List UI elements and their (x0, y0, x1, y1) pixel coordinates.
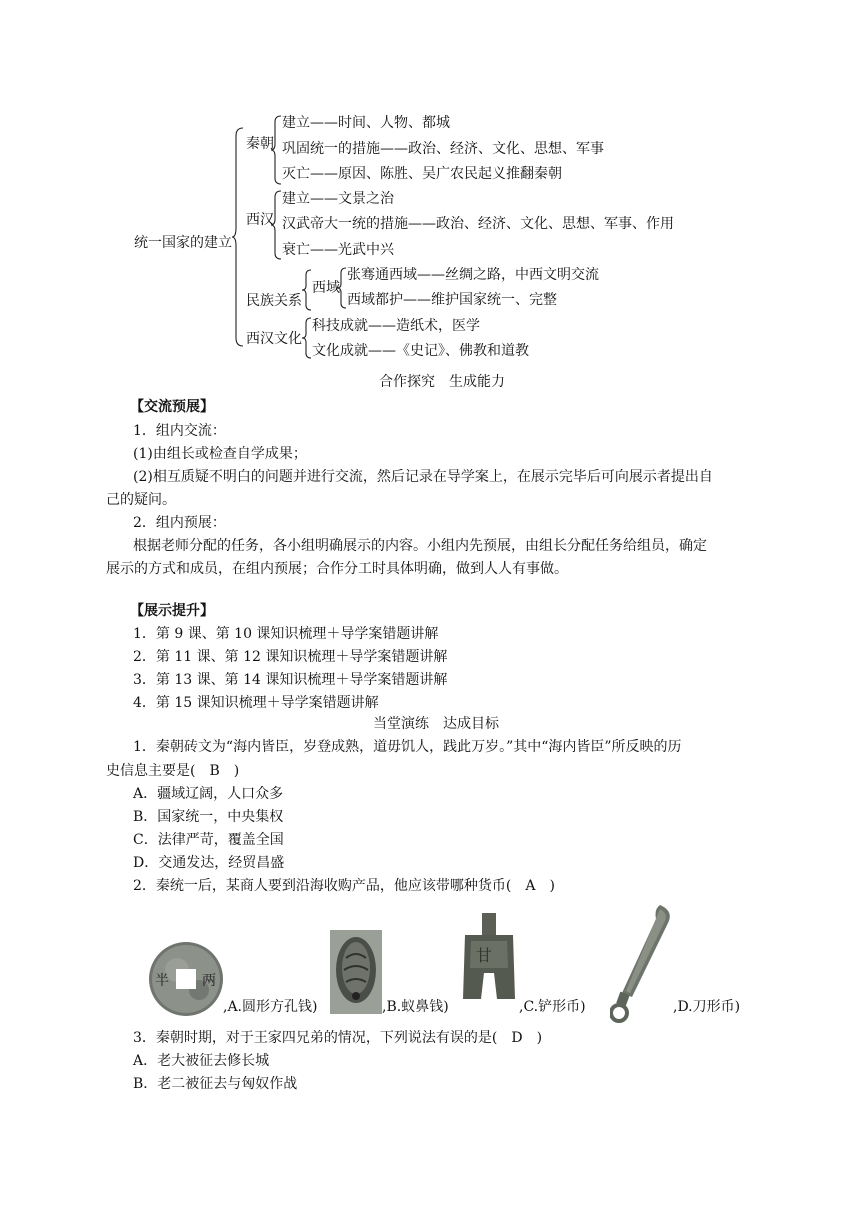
culture-brace (303, 318, 312, 358)
qin-brace (272, 116, 282, 184)
round-square-hole-coin-image (147, 940, 225, 1018)
ethnic-sub-label: 西域 (312, 280, 340, 296)
ant-nose-coin-image (330, 930, 382, 1014)
xiyu-brace (338, 268, 347, 308)
han-item-1: 建立——文景之治 (282, 191, 394, 207)
culture-label: 西汉文化 (246, 331, 302, 347)
svg-text:两: 两 (202, 973, 216, 989)
qin-label: 秦朝 (246, 136, 274, 152)
q1-option-a: A．疆域辽阔，人口众多 (133, 786, 284, 802)
q1-stem-b: 史信息主要是( B ) (106, 763, 240, 779)
ethnic-brace (303, 270, 312, 310)
exchange-p1: 1．组内交流： (133, 423, 226, 439)
q3-option-b: B．老二被征去与匈奴作战 (133, 1076, 298, 1092)
qin-item-2: 巩固统一的措施——政治、经济、文化、思想、军事 (282, 141, 604, 157)
q1-option-b: B．国家统一，中央集权 (133, 809, 284, 825)
show-item-1: 1．第 9 课、第 10 课知识梳理＋导学案错题讲解 (133, 626, 439, 642)
q1-option-d: D．交通发达，经贸昌盛 (133, 855, 285, 871)
ethnic-item-1: 张骞通西域——丝绸之路，中西文明交流 (347, 267, 599, 283)
knife-coin-image (610, 905, 674, 1025)
han-item-2: 汉武帝大一统的措施——政治、经济、文化、思想、军事、作用 (282, 216, 674, 232)
q3-option-a: A．老大被征去修长城 (133, 1053, 270, 1069)
section-title-practice: 当堂演练 达成目标 (373, 716, 499, 732)
han-label: 西汉 (246, 212, 274, 228)
culture-item-2: 文化成就——《史记》、佛教和道教 (312, 343, 529, 359)
show-heading: 【展示提升】 (130, 603, 214, 619)
svg-text:甘: 甘 (476, 946, 493, 965)
exchange-p5b: 展示的方式和成员，在组内预展；合作分工时具体明确，做到人人有事做。 (106, 561, 568, 577)
han-item-3: 衰亡——光武中兴 (282, 242, 394, 258)
q3-stem: 3．秦朝时期，对于王家四兄弟的情况，下列说法有误的是( D ) (133, 1030, 543, 1046)
section-title-cooperation: 合作探究 生成能力 (379, 374, 505, 390)
q2-option-d: ,D.刀形币) (673, 999, 741, 1015)
exchange-p3b: 己的疑问。 (106, 492, 176, 508)
han-brace (272, 191, 282, 259)
show-item-3: 3．第 13 课、第 14 课知识梳理＋导学案错题讲解 (133, 672, 448, 688)
q1-option-c: C．法律严苛，覆盖全国 (133, 832, 284, 848)
q2-option-b: ,B.蚁鼻钱) (382, 999, 449, 1015)
q2-option-a: ,A.圆形方孔钱) (223, 999, 318, 1015)
outline-root: 统一国家的建立 (134, 235, 232, 251)
ethnic-label: 民族关系 (246, 293, 302, 309)
q2-stem: 2．秦统一后，某商人要到沿海收购产品，他应该带哪种货币( A ) (133, 878, 555, 894)
qin-item-1: 建立——时间、人物、都城 (282, 115, 450, 131)
q2-option-c: ,C.铲形币) (519, 999, 586, 1015)
exchange-p5a: 根据老师分配的任务，各小组明确展示的内容。小组内先预展，由组长分配任务给组员，确定 (133, 538, 707, 554)
q1-stem-a: 1．秦朝砖文为“海内皆臣，岁登成熟，道毋饥人，践此万岁。”其中“海内皆臣”所反映的历 (133, 739, 682, 755)
exchange-p3a: (2)相互质疑不明白的问题并进行交流，然后记录在导学案上，在展示完毕后可向展示者提出自 (133, 469, 713, 485)
spade-coin-image (461, 913, 517, 999)
exchange-p4: 2．组内预展： (133, 515, 226, 531)
show-item-2: 2．第 11 课、第 12 课知识梳理＋导学案错题讲解 (133, 649, 448, 665)
exchange-heading: 【交流预展】 (130, 399, 214, 415)
exchange-p2: (1)由组长或检查自学成果； (133, 446, 307, 462)
svg-text:半: 半 (155, 973, 169, 989)
qin-item-3: 灭亡——原因、陈胜、吴广农民起义推翻秦朝 (282, 166, 562, 182)
culture-item-1: 科技成就——造纸术，医学 (312, 318, 480, 334)
ethnic-item-2: 西域都护——维护国家统一、完整 (347, 292, 557, 308)
outline-root-brace (233, 128, 245, 346)
show-item-4: 4．第 15 课知识梳理＋导学案错题讲解 (133, 695, 379, 711)
